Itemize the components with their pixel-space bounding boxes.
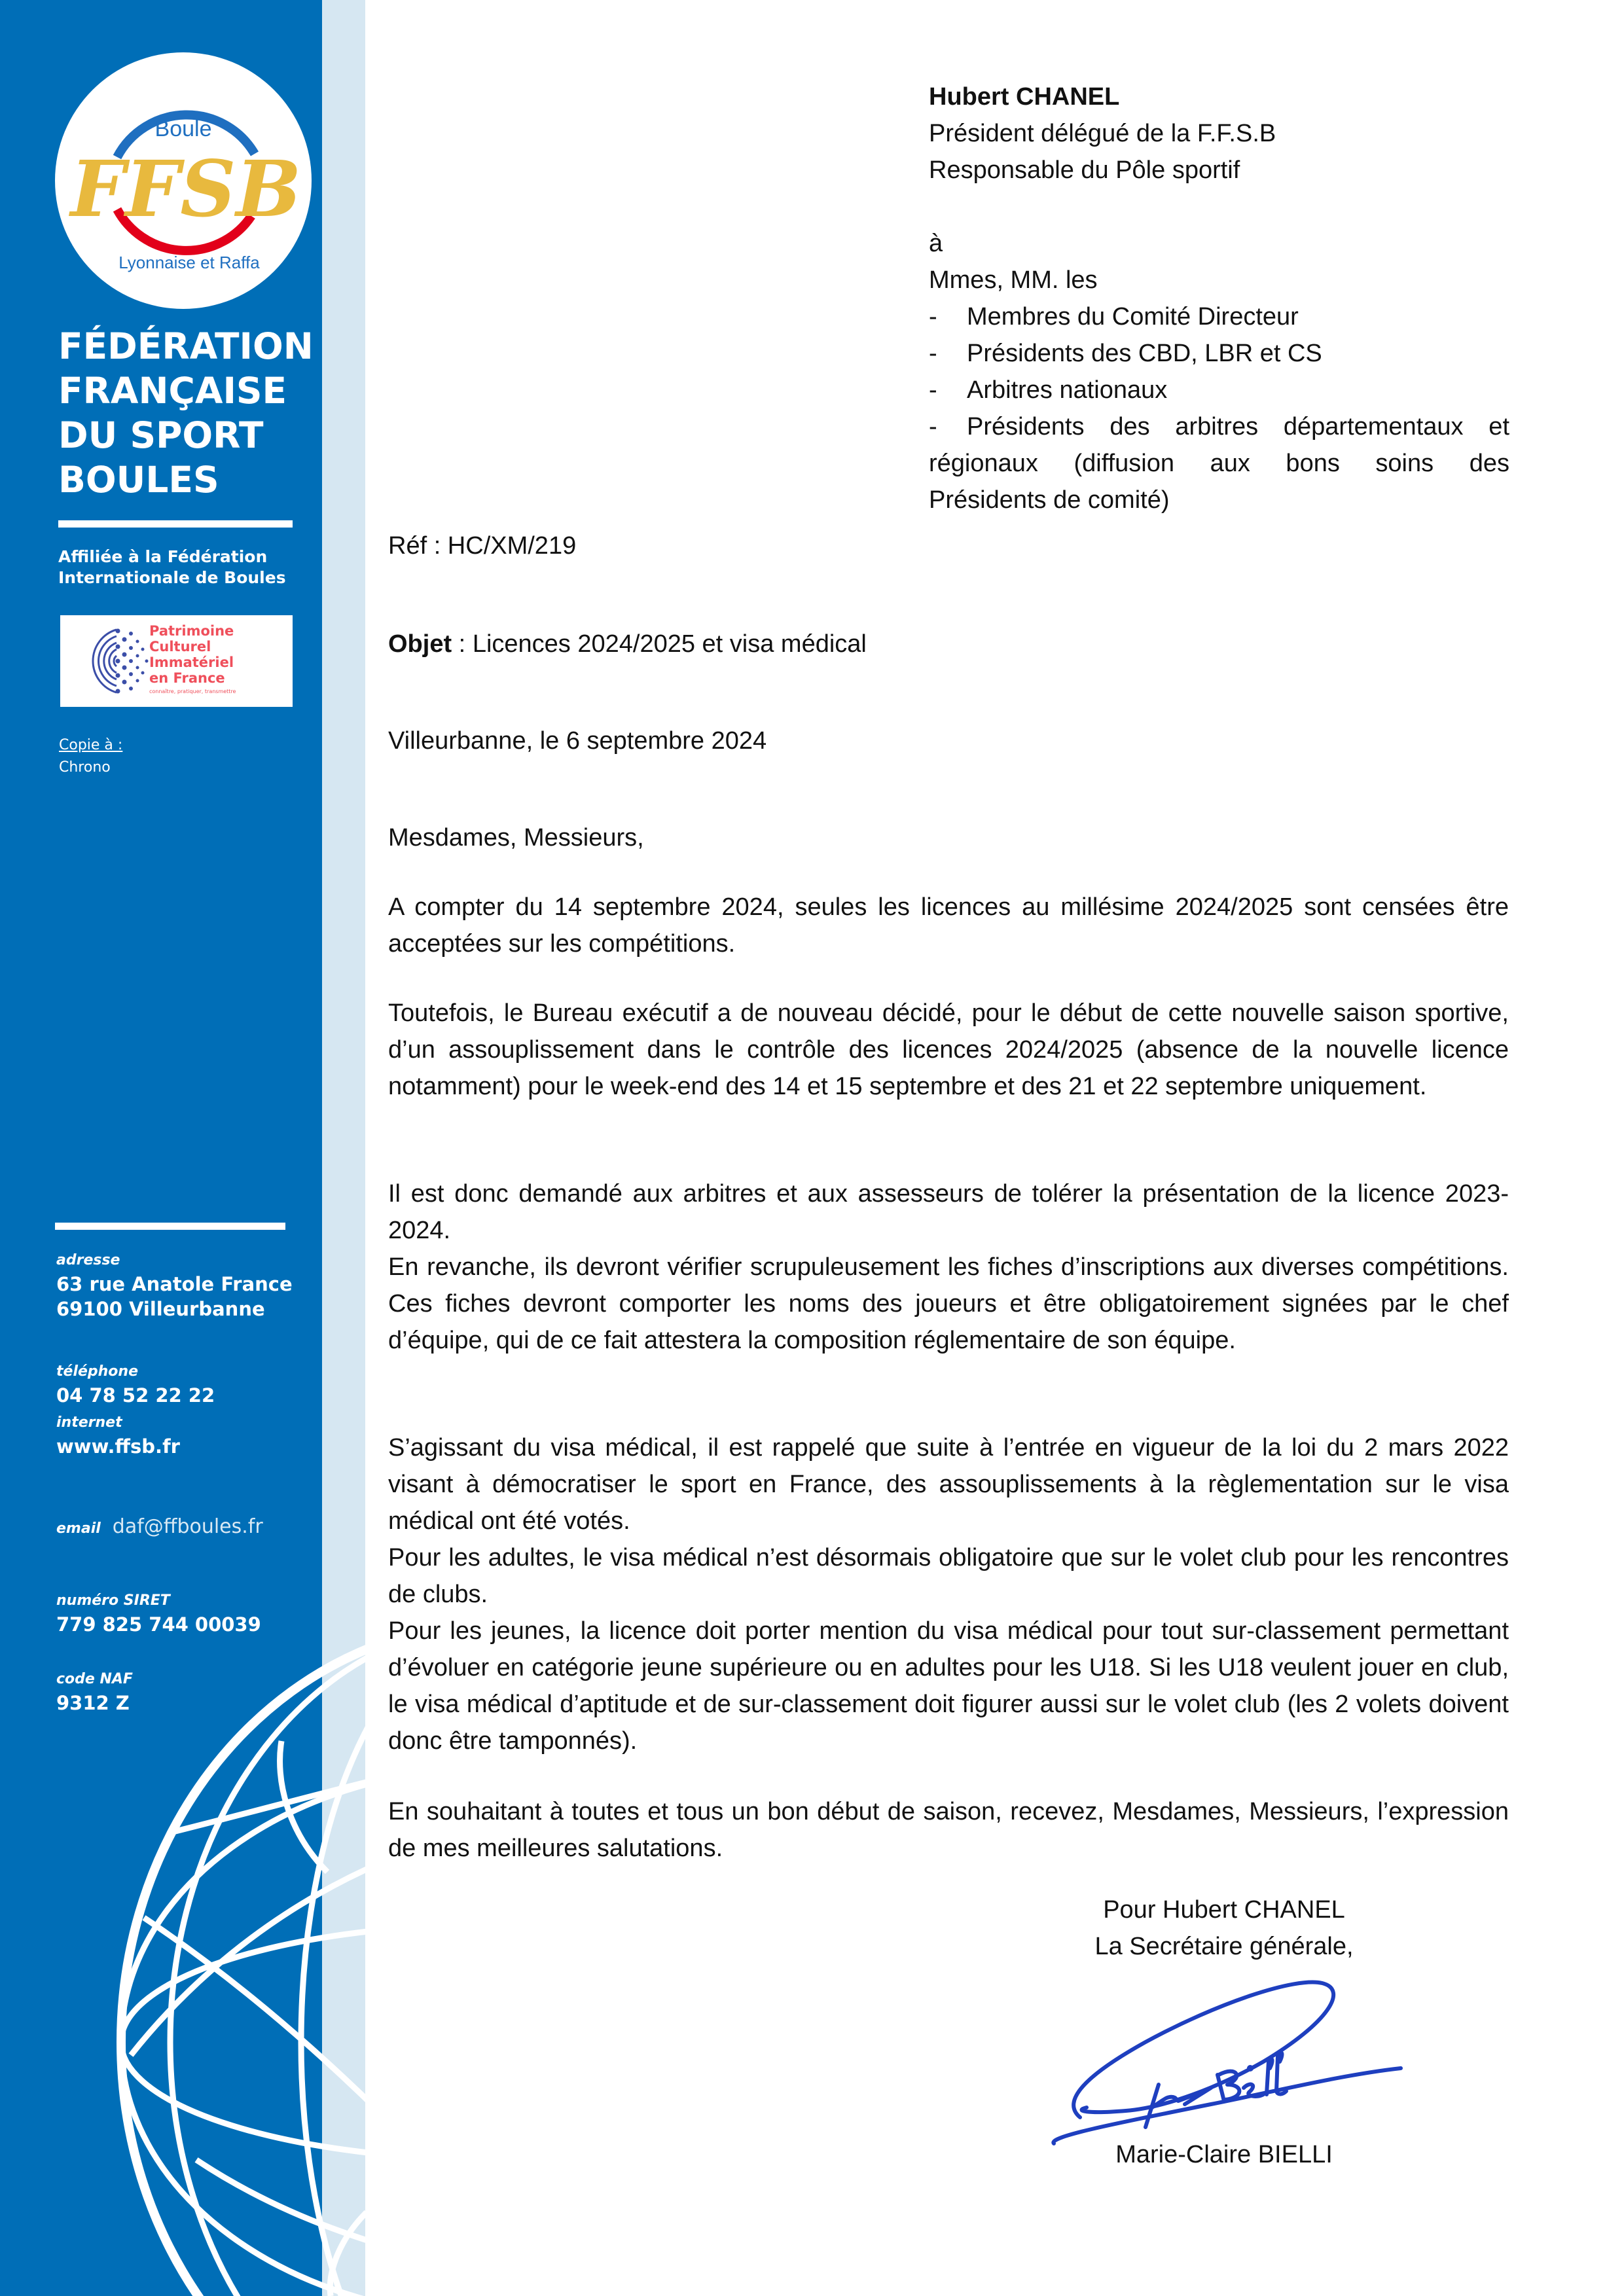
sender-recipient-block (929, 79, 1509, 518)
contact-phone: téléphone 04 78 52 22 22 (56, 1363, 215, 1407)
signature-block (1021, 1892, 1427, 1965)
ffsb-logo (55, 52, 312, 309)
patrimoine-text: Patrimoine Culturel Immatériel en France (149, 623, 234, 686)
copy-to-value: Chrono (59, 759, 111, 776)
on-behalf: Pour Hubert CHANEL (1103, 1896, 1345, 1924)
paragraph: S’agissant du visa médical, il est rappelé que suite à l’entrée en vigueur de la loi du 2 mars 2022 visant à démocratiser le sport en France, des assouplissements à la règlementation sur le visa médical ont été votés. (388, 1434, 1509, 1535)
recipient-item: - Membres du Comité Directeur (929, 303, 1299, 331)
recipient-item-continued: régionaux (diffusion aux bons soins des (929, 450, 1509, 477)
paragraph: Toutefois, le Bureau exécutif a de nouveau décidé, pour le début de cette nouvelle saison sportive, d’un assouplissement dans le contrôle des licences 2024/2025 (absence de la nouvelle licence notamment) pour le week-end des 14 et 15 septembre et des 21 et 22 septembre uniquement. (388, 999, 1509, 1100)
paragraph: Pour les jeunes, la licence doit porter mention du visa médical pour tout sur-classement permettant d’évoluer en catégorie jeune supérieure ou en adultes pour les U18. Si les U18 veulent jouer en club, le visa médical d’aptitude et de sur-classement doit figurer aussi sur le volet club (les 2 volets doivent donc être tamponnés). (388, 1617, 1509, 1755)
website-link[interactable]: www.ffsb.fr (56, 1435, 180, 1458)
copy-to-label: Copie à : (59, 737, 123, 753)
divider-bar (58, 520, 293, 528)
svg-text:Boule: Boule (154, 117, 212, 141)
federation-name: FÉDÉRATION FRANÇAISE DU SPORT BOULES (58, 325, 314, 501)
patrimoine-tagline: connaître, pratiquer, transmettre (149, 689, 236, 694)
contact-internet: internet www.ffsb.fr (56, 1414, 180, 1461)
place-date: Villeurbanne, le 6 septembre 2024 (388, 727, 767, 755)
subject-line: Objet : Licences 2024/2025 et visa médical (388, 630, 867, 658)
paragraph-closing: En souhaitant à toutes et tous un bon début de saison, recevez, Mesdames, Messieurs, l’expression de mes meilleures salutations. (388, 1798, 1509, 1862)
contact-address: adresse 63 rue Anatole France 69100 Villeurbanne (56, 1252, 293, 1320)
signer-name: Marie-Claire BIELLI (1115, 2141, 1333, 2168)
patrimoine-badge (60, 615, 293, 707)
paragraph: En revanche, ils devront vérifier scrupuleusement les fiches d’inscriptions aux diverses compétitions. Ces fiches devront comporter les noms des joueurs et être obligatoirement signées par le chef d’équipe, qui de ce fait attestera la composition réglementaire de son équipe. (388, 1253, 1509, 1354)
paragraph: A compter du 14 septembre 2024, seules les licences au millésime 2024/2025 sont censées être acceptées sur les compétitions. (388, 893, 1509, 958)
svg-text:Lyonnaise et Raffa: Lyonnaise et Raffa (118, 253, 260, 272)
divider-bar-2 (55, 1223, 285, 1230)
recipient-item: - Arbitres nationaux (929, 376, 1168, 404)
sender-title: Président délégué de la F.F.S.B (929, 120, 1276, 147)
recipient-salutation: Mmes, MM. les (929, 266, 1098, 294)
greeting: Mesdames, Messieurs, (388, 824, 644, 852)
patrimoine-logo-icon (69, 615, 154, 707)
contact-siret: numéro SIRET 779 825 744 00039 (56, 1592, 261, 1636)
recipient-item-continued: Présidents de comité) (929, 486, 1170, 514)
contact-naf: code NAF 9312 Z (56, 1671, 133, 1714)
reference: Réf : HC/XM/219 (388, 532, 577, 560)
signer-role: La Secrétaire générale, (1094, 1933, 1354, 1960)
paragraph: Pour les adultes, le visa médical n’est désormais obligatoire que sur le volet club pour les rencontres de clubs. (388, 1544, 1509, 1608)
subject-label: Objet (388, 630, 452, 658)
sidebar-light-stripe (322, 0, 365, 2296)
subject-text: Licences 2024/2025 et visa médical (472, 630, 867, 658)
sender-role: Responsable du Pôle sportif (929, 156, 1240, 184)
paragraph: Il est donc demandé aux arbitres et aux assesseurs de tolérer la présentation de la licence 2023-2024. (388, 1180, 1509, 1244)
affiliation-text: Affiliée à la Fédération Internationale de Boules (58, 547, 286, 587)
svg-text:FFSB: FFSB (70, 143, 302, 234)
recipient-item: - Présidents des CBD, LBR et CS (929, 340, 1322, 367)
ffsb-logo-icon (55, 52, 312, 309)
recipient-item: - Présidents des arbitres départementaux et (929, 413, 1509, 440)
email-link[interactable]: daf@ffboules.fr (112, 1515, 263, 1538)
copy-to (59, 734, 122, 779)
recipient-prefix: à (929, 230, 943, 257)
contact-email: email daf@ffboules.fr (56, 1515, 263, 1538)
sender-name: Hubert CHANEL (929, 83, 1120, 111)
